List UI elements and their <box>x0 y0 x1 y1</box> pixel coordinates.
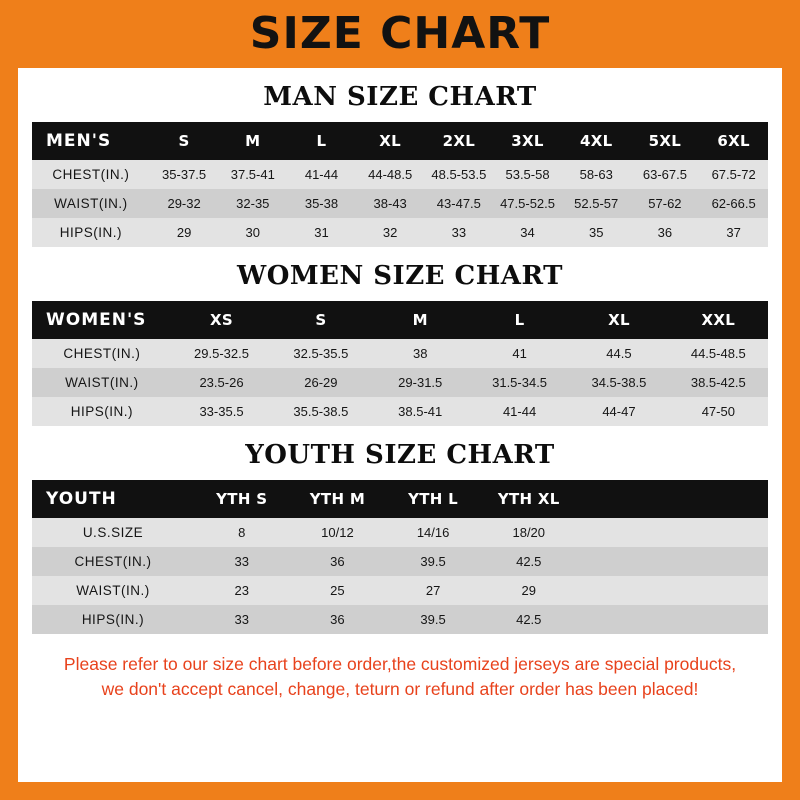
cell: 62-66.5 <box>699 189 768 218</box>
cell <box>577 605 673 634</box>
cell: 47-50 <box>669 397 768 426</box>
cell: 36 <box>290 605 386 634</box>
cell <box>577 518 673 547</box>
col-header: S <box>271 301 370 339</box>
cell: 29.5-32.5 <box>172 339 271 368</box>
cell: 33 <box>425 218 494 247</box>
col-header: YTH L <box>385 480 481 518</box>
men-size-table <box>32 122 768 247</box>
cell: 35-37.5 <box>150 160 219 189</box>
cell <box>672 547 768 576</box>
cell <box>672 518 768 547</box>
col-header: YTH M <box>290 480 386 518</box>
col-header <box>672 480 768 518</box>
cell: 35.5-38.5 <box>271 397 370 426</box>
row-head-label-women: WOMEN'S <box>32 301 172 339</box>
cell: 63-67.5 <box>631 160 700 189</box>
section-youth <box>32 440 768 634</box>
cell: 39.5 <box>385 605 481 634</box>
row-label: CHEST(IN.) <box>32 339 172 368</box>
cell: 44.5-48.5 <box>669 339 768 368</box>
cell: 47.5-52.5 <box>493 189 562 218</box>
col-header: YTH S <box>194 480 290 518</box>
cell: 33-35.5 <box>172 397 271 426</box>
women-size-table <box>32 301 768 426</box>
col-header: 6XL <box>699 122 768 160</box>
table-row <box>32 189 768 218</box>
cell: 32 <box>356 218 425 247</box>
cell: 31.5-34.5 <box>470 368 569 397</box>
cell: 39.5 <box>385 547 481 576</box>
header-band <box>0 0 800 68</box>
col-header: XXL <box>669 301 768 339</box>
cell: 37 <box>699 218 768 247</box>
cell: 33 <box>194 605 290 634</box>
cell: 36 <box>631 218 700 247</box>
row-label: WAIST(IN.) <box>32 368 172 397</box>
cell <box>672 576 768 605</box>
row-head-label-youth: YOUTH <box>32 480 194 518</box>
table-row <box>32 576 768 605</box>
cell: 35-38 <box>287 189 356 218</box>
col-header: M <box>371 301 470 339</box>
cell: 30 <box>218 218 287 247</box>
cell: 38 <box>371 339 470 368</box>
table-row <box>32 368 768 397</box>
row-label: WAIST(IN.) <box>32 576 194 605</box>
cell: 38.5-41 <box>371 397 470 426</box>
col-header <box>577 480 673 518</box>
table-row <box>32 397 768 426</box>
cell: 32.5-35.5 <box>271 339 370 368</box>
cell <box>672 605 768 634</box>
table-row <box>32 518 768 547</box>
cell: 48.5-53.5 <box>425 160 494 189</box>
table-header-row <box>32 301 768 339</box>
cell: 33 <box>194 547 290 576</box>
cell <box>577 547 673 576</box>
cell: 52.5-57 <box>562 189 631 218</box>
cell: 43-47.5 <box>425 189 494 218</box>
col-header: XL <box>356 122 425 160</box>
page-title: SIZE CHART <box>249 8 551 59</box>
col-header: L <box>287 122 356 160</box>
bottom-band <box>18 782 782 800</box>
section-women <box>32 261 768 426</box>
col-header: L <box>470 301 569 339</box>
cell: 18/20 <box>481 518 577 547</box>
row-label: HIPS(IN.) <box>32 218 150 247</box>
footer-note-line-2: we don't accept cancel, change, teturn or refund after order has been placed! <box>101 679 699 700</box>
section-title-man: MAN SIZE CHART <box>263 82 537 112</box>
table-header-row <box>32 480 768 518</box>
row-label: U.S.SIZE <box>32 518 194 547</box>
col-header: M <box>218 122 287 160</box>
table-row <box>32 547 768 576</box>
cell: 25 <box>290 576 386 605</box>
col-header: S <box>150 122 219 160</box>
section-title-women: WOMEN SIZE CHART <box>237 261 563 291</box>
col-header: 4XL <box>562 122 631 160</box>
col-header: XS <box>172 301 271 339</box>
cell: 57-62 <box>631 189 700 218</box>
cell: 10/12 <box>290 518 386 547</box>
col-header: XL <box>569 301 668 339</box>
cell: 34.5-38.5 <box>569 368 668 397</box>
cell: 26-29 <box>271 368 370 397</box>
row-label: WAIST(IN.) <box>32 189 150 218</box>
cell: 8 <box>194 518 290 547</box>
col-header: 3XL <box>493 122 562 160</box>
cell: 14/16 <box>385 518 481 547</box>
cell: 44-48.5 <box>356 160 425 189</box>
cell: 34 <box>493 218 562 247</box>
table-row <box>32 218 768 247</box>
content-area <box>18 82 782 703</box>
col-header: YTH XL <box>481 480 577 518</box>
cell: 31 <box>287 218 356 247</box>
table-row <box>32 339 768 368</box>
cell <box>577 576 673 605</box>
cell: 58-63 <box>562 160 631 189</box>
footer-note-line-1: Please refer to our size chart before order,the customized jerseys are special products, <box>63 654 737 674</box>
section-man <box>32 82 768 247</box>
cell: 36 <box>290 547 386 576</box>
table-row <box>32 160 768 189</box>
cell: 23.5-26 <box>172 368 271 397</box>
cell: 23 <box>194 576 290 605</box>
row-label: HIPS(IN.) <box>32 397 172 426</box>
row-label: CHEST(IN.) <box>32 160 150 189</box>
cell: 29-31.5 <box>371 368 470 397</box>
row-label: HIPS(IN.) <box>32 605 194 634</box>
table-row <box>32 605 768 634</box>
section-title-youth: YOUTH SIZE CHART <box>245 440 555 470</box>
cell: 44-47 <box>569 397 668 426</box>
cell: 67.5-72 <box>699 160 768 189</box>
footer-note <box>32 652 768 703</box>
row-head-label-men: MEN'S <box>32 122 150 160</box>
cell: 42.5 <box>481 605 577 634</box>
col-header: 5XL <box>631 122 700 160</box>
cell: 41 <box>470 339 569 368</box>
cell: 38-43 <box>356 189 425 218</box>
youth-size-table <box>32 480 768 634</box>
cell: 42.5 <box>481 547 577 576</box>
cell: 29 <box>481 576 577 605</box>
col-header: 2XL <box>425 122 494 160</box>
row-label: CHEST(IN.) <box>32 547 194 576</box>
cell: 29-32 <box>150 189 219 218</box>
table-header-row <box>32 122 768 160</box>
cell: 41-44 <box>470 397 569 426</box>
cell: 29 <box>150 218 219 247</box>
cell: 38.5-42.5 <box>669 368 768 397</box>
cell: 53.5-58 <box>493 160 562 189</box>
cell: 35 <box>562 218 631 247</box>
cell: 32-35 <box>218 189 287 218</box>
cell: 27 <box>385 576 481 605</box>
cell: 41-44 <box>287 160 356 189</box>
cell: 37.5-41 <box>218 160 287 189</box>
cell: 44.5 <box>569 339 668 368</box>
